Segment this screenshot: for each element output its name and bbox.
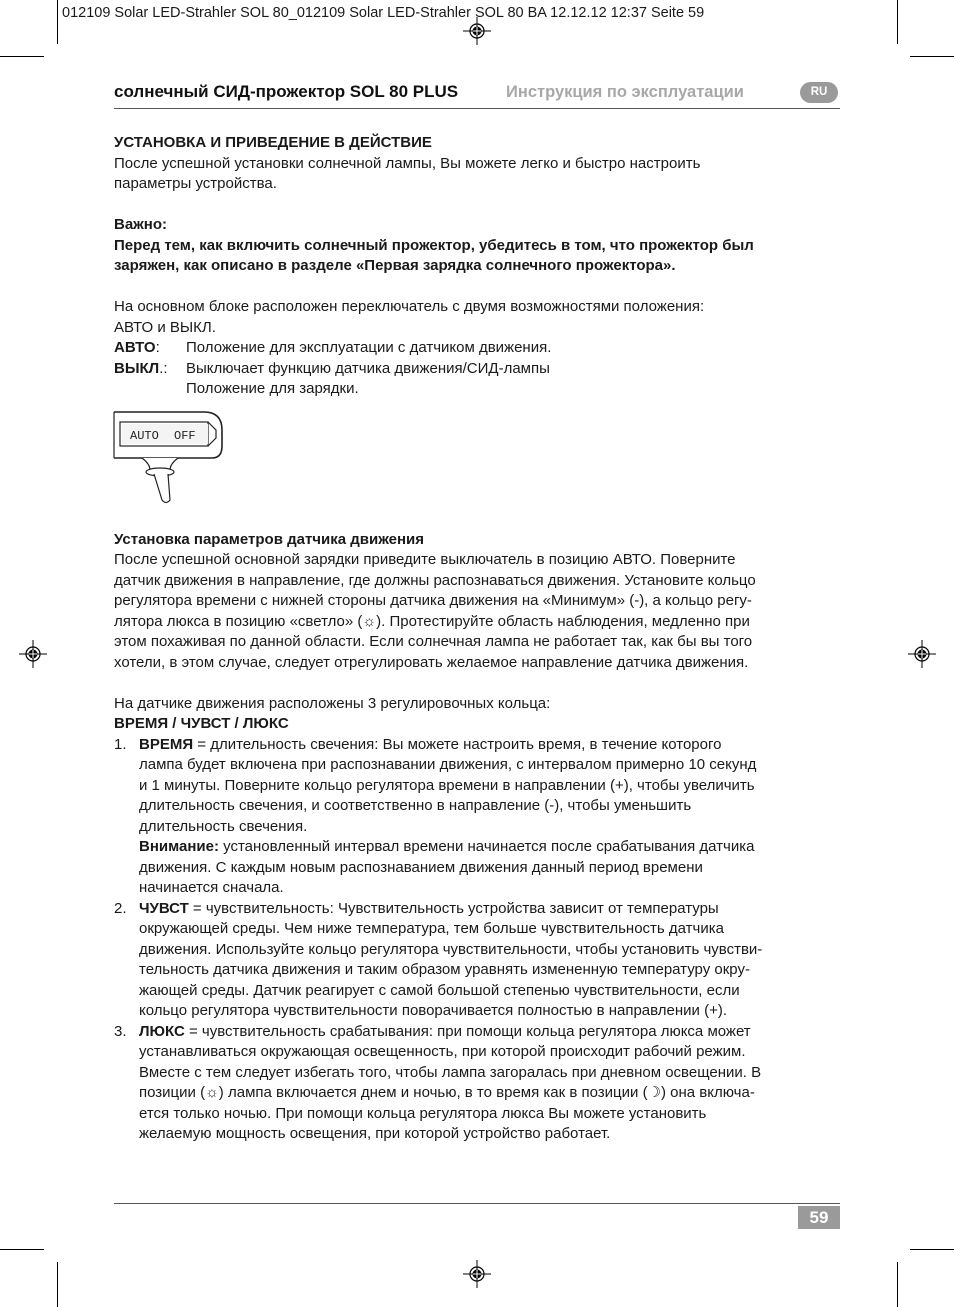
off-key: ВЫКЛ	[114, 359, 160, 377]
registration-mark-right-icon	[908, 640, 936, 668]
rings-intro: На датчике движения расположены 3 регулировочных кольца:	[114, 694, 551, 712]
important-label: Важно:	[114, 216, 168, 233]
off-position-row	[114, 359, 842, 380]
intro-line-2: параметры устройства.	[114, 175, 277, 192]
registration-mark-bottom-icon	[463, 1260, 491, 1288]
header-title: солнечный СИД-прожектор SOL 80 PLUS	[114, 82, 459, 101]
figure-label-auto: AUTO	[130, 428, 159, 443]
sensor-line: лятора люкса в позицию «светло» (☼). Протестируйте область наблюдения, медленно при	[114, 612, 750, 630]
sensor-line: После успешной основной зарядки приведите выключатель в позицию АВТО. Поверните	[114, 551, 736, 568]
item-line: устанавливаться окружающая освещенность, при которой происходит рабочий режим.	[139, 1043, 746, 1060]
list-number: 1.	[114, 735, 127, 753]
important-line-2: заряжен, как описано в разделе «Первая зарядка солнечного прожектора».	[114, 257, 676, 274]
switch-line-2: АВТО и ВЫКЛ.	[114, 318, 216, 336]
note-line: движения. С каждым новым распознаванием движения данный период времени	[139, 858, 703, 876]
off-description-2: Положение для зарядки.	[186, 380, 359, 397]
sensor-line: этом похаживая по данной области. Если солнечная лампа не работает так, как бы вы того	[114, 633, 753, 650]
list-number: 2.	[114, 899, 127, 917]
language-badge: RU	[800, 82, 838, 103]
list-item-sensitivity	[114, 899, 842, 1022]
item-text: = чувствительность: Чувствительность устройства зависит от температуры	[188, 899, 719, 917]
note-line: начинается сначала.	[139, 879, 284, 896]
crop-mark-top-right-v	[897, 0, 898, 44]
sensor-line: регулятора времени с нижней стороны датчика движения на «Минимум» (-), а кольцо регу-	[114, 592, 752, 609]
item-text: = чувствительность срабатывания: при помощи кольца регулятора люкса может	[184, 1022, 751, 1040]
item-line: длительность свечения.	[139, 817, 308, 835]
auto-description: Положение для эксплуатации с датчиком движения.	[186, 339, 552, 356]
item-line: длительность свечения, и соответственно в направление (-), чтобы уменьшить	[139, 797, 692, 814]
term-sensitivity: ЧУВСТ	[139, 899, 189, 917]
footer-rule	[114, 1203, 840, 1204]
list-number: 3.	[114, 1022, 127, 1040]
item-line: кольцо регулятора чувствительности поворачивается полностью в направлении (+).	[139, 1002, 727, 1019]
item-line: ется только ночью. При помощи кольца регулятора люкса Вы можете установить	[139, 1104, 707, 1122]
print-slug: 012109 Solar LED-Strahler SOL 80_012109 Solar LED-Strahler SOL 80 BA 12.12.12 12:37 Seite 59	[62, 5, 705, 21]
term-time: ВРЕМЯ	[139, 735, 194, 753]
item-line: желаемую мощность освещения, при которой устройство работает.	[139, 1125, 611, 1142]
item-line: Вместе с тем следует избегать того, чтобы лампа загоралась при дневном освещении. В	[139, 1063, 762, 1081]
crop-mark-top-left-h	[0, 56, 44, 57]
term-lux: ЛЮКС	[139, 1022, 185, 1040]
important-line-1: Перед тем, как включить солнечный прожектор, убедитесь в том, что прожектор был	[114, 236, 754, 254]
running-header	[114, 80, 840, 109]
intro-line-1: После успешной установки солнечной лампы, Вы можете легко и быстро настроить	[114, 154, 701, 172]
header-subtitle: Инструкция по эксплуатации	[506, 83, 744, 101]
item-line: тельность датчика движения и таким образом уравнять измененную температуру окру-	[139, 961, 750, 978]
auto-sep: :	[155, 339, 160, 356]
registration-mark-left-icon	[19, 640, 47, 668]
sensor-line: датчик движения в направление, где должны распознаваться движения. Установите кольцо	[114, 571, 756, 589]
item-line: и 1 минуты. Поверните кольцо регулятора времени в направлении (+), чтобы увеличить	[139, 776, 755, 794]
note-label: Внимание:	[139, 838, 219, 855]
switch-illustration-icon	[112, 408, 242, 508]
item-line: движения. Используйте кольцо регулятора чувствительности, чтобы установить чувстви-	[139, 940, 763, 958]
rings-labels: ВРЕМЯ / ЧУВСТ / ЛЮКС	[114, 715, 289, 732]
item-line: жающей среды. Датчик реагирует с самой большой степенью чувствительности, если	[139, 981, 740, 999]
crop-mark-bottom-right-v	[897, 1262, 898, 1307]
item-line: позиции (☼) лампа включается днем и ночью, в то время как в позиции (☽) она включа-	[139, 1084, 755, 1101]
list-item-time	[114, 735, 842, 899]
section-heading-setup: УСТАНОВКА И ПРИВЕДЕНИЕ В ДЕЙСТВИЕ	[114, 134, 432, 151]
registration-mark-top-icon	[463, 17, 491, 45]
item-line: окружающей среды. Чем ниже температура, тем больше чувствительность датчика	[139, 920, 724, 937]
switch-figure	[114, 408, 842, 530]
crop-mark-top-right-h	[910, 56, 954, 57]
crop-mark-top-left-v	[57, 0, 58, 44]
figure-label-off: OFF	[174, 428, 196, 443]
crop-mark-bottom-right-h	[910, 1249, 954, 1250]
auto-position-row	[114, 338, 842, 359]
off-description-1: Выключает функцию датчика движения/СИД-лампы	[186, 359, 550, 377]
off-position-row-2	[114, 379, 842, 400]
note-text: установленный интервал времени начинается после срабатывания датчика	[218, 838, 755, 855]
list-item-lux	[114, 1022, 842, 1145]
item-text: = длительность свечения: Вы можете настроить время, в течение которого	[193, 735, 722, 753]
sensor-heading: Установка параметров датчика движения	[114, 530, 425, 548]
switch-line-1: На основном блоке расположен переключатель с двумя возможностями положения:	[114, 298, 705, 315]
crop-mark-bottom-left-h	[0, 1249, 44, 1250]
page-content	[114, 133, 842, 1145]
sensor-line: хотели, в этом случае, следует отрегулировать желаемое направление датчика движения.	[114, 653, 749, 671]
auto-key: АВТО	[114, 339, 156, 356]
item-line: лампа будет включена при распознавании движения, с интервалом примерно 10 секунд	[139, 756, 757, 773]
off-sep: .:	[159, 359, 168, 377]
page-number: 59	[798, 1206, 840, 1229]
crop-mark-bottom-left-v	[57, 1262, 58, 1307]
